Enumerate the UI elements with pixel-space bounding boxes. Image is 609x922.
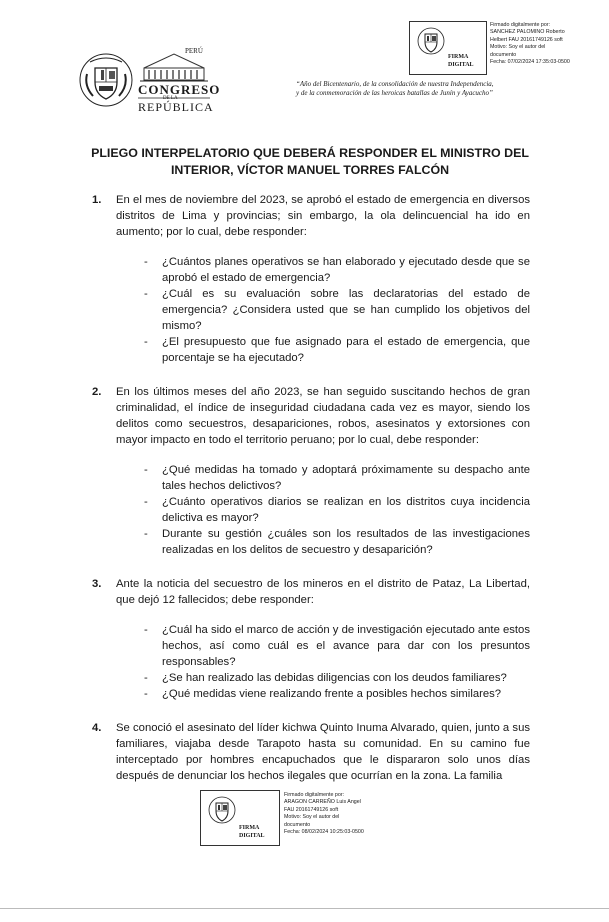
sub-question: - ¿Cuántos planes operativos se han elaborado y ejecutado desde que se aprobó el estado de emergencia? bbox=[144, 256, 530, 284]
question-number: 1. bbox=[92, 194, 102, 206]
question-item bbox=[92, 384, 530, 558]
signature-line: Motivo: Soy el autor del bbox=[490, 44, 546, 51]
signature-line: SANCHEZ PALOMINO Roberto bbox=[490, 29, 565, 36]
signature-crest-icon bbox=[416, 26, 446, 56]
year-motto-line: “Año del Bicentenario, de la consolidación de nuestra Independencia, bbox=[296, 80, 494, 88]
question-number: 3. bbox=[92, 578, 102, 590]
question-item bbox=[92, 576, 530, 702]
year-motto bbox=[296, 80, 596, 98]
sub-question: - ¿Cuánto operativos diarios se realizan en los distritos cuya incidencia delictiva es mayor? bbox=[144, 496, 530, 524]
sub-question: - ¿Se han realizado las debidas diligencias con los deudos familiares? bbox=[144, 672, 507, 684]
sub-question: - Durante su gestión ¿cuáles son los resultados de las investigaciones realizadas en los delitos de secuestro y desaparición? bbox=[144, 528, 530, 556]
signature-line: documento bbox=[490, 51, 517, 58]
signature-line: Fecha: 08/02/2024 10:25:03-0500 bbox=[284, 829, 364, 836]
question-item bbox=[92, 720, 530, 784]
signature-line: Firmado digitalmente por: bbox=[490, 22, 551, 28]
sub-question: - ¿Cuál ha sido el marco de acción y de investigación ejecutado ante estos hechos, así como cuál es el avance para dar con los presuntos responsables? bbox=[144, 624, 530, 668]
signature-line: documento bbox=[284, 821, 311, 828]
document-title bbox=[70, 145, 550, 179]
sub-question: - ¿El presupuesto que fue asignado para el estado de emergencia, que porcentaje se ha ejecutado? bbox=[144, 336, 530, 364]
signature-stamp-label-1: FIRMA bbox=[448, 54, 469, 60]
question-text: Ante la noticia del secuestro de los mineros en el distrito de Pataz, La Libertad, que dejó 12 fallecidos; debe responder: bbox=[116, 578, 530, 606]
signature-details-bottom bbox=[284, 792, 364, 836]
signature-line: Helbert FAU 20161749126 soft bbox=[490, 36, 563, 43]
document-title-line1: PLIEGO INTERPELATORIO QUE DEBERÁ RESPONDER EL MINISTRO DEL bbox=[91, 146, 529, 160]
signature-crest-icon bbox=[207, 795, 237, 825]
digital-signature-stamp-top bbox=[409, 21, 487, 75]
question-subitems bbox=[116, 254, 530, 366]
year-motto-line: y de la conmemoración de las heroicas batallas de Junín y Ayacucho” bbox=[296, 89, 493, 97]
question-text: En los últimos meses del año 2023, se han seguido suscitando hechos de gran criminalidad, el índice de inseguridad ciudadana cada vez es mayor, siendo los delitos como secuestros, desapariciones, robos, asesinatos y extorsiones con mayor impacto en todo el territorio peruano; por lo cual, debe responder: bbox=[116, 386, 530, 446]
country-label: PERÚ bbox=[185, 47, 203, 55]
question-item bbox=[92, 192, 530, 366]
digital-signature-stamp-bottom bbox=[200, 790, 280, 846]
sub-question: - ¿Qué medidas ha tomado y adoptará próximamente su despacho ante tales hechos delictivos? bbox=[144, 464, 530, 492]
question-number: 2. bbox=[92, 386, 102, 398]
sub-question: - ¿Cuál es su evaluación sobre las declaratorias del estado de emergencia? ¿Considera usted que se han cumplido los objetivos del mismo? bbox=[144, 288, 530, 332]
congress-name-line2: REPÚBLICA bbox=[138, 100, 214, 114]
page-bottom-divider bbox=[0, 908, 609, 909]
question-subitems bbox=[116, 622, 530, 702]
republica-del-peru-crest-icon bbox=[78, 52, 134, 108]
signature-details-top bbox=[490, 22, 570, 66]
signature-line: Motivo: Soy el autor del bbox=[284, 814, 340, 821]
congress-name-small: DE LA bbox=[163, 96, 178, 101]
signature-line: ARAGON CARREÑO Luis Angel bbox=[284, 799, 361, 806]
signature-line: Fecha: 07/02/2024 17:35:03-0500 bbox=[490, 59, 570, 66]
sub-question: - ¿Qué medidas viene realizando frente a posibles hechos similares? bbox=[144, 688, 502, 700]
signature-stamp-label-1: FIRMA bbox=[239, 825, 260, 831]
signature-stamp-label-2: DIGITAL bbox=[239, 833, 265, 839]
signature-line: FAU 20161749126 soft bbox=[284, 806, 339, 813]
signature-line: Firmado digitalmente por: bbox=[284, 792, 345, 798]
question-subitems bbox=[116, 462, 530, 558]
question-text: En el mes de noviembre del 2023, se aprobó el estado de emergencia en diversos distritos de Lima y provincias; sin embargo, la ola delincuencial ha ido en aumento; por lo cual, debe responder: bbox=[116, 194, 530, 238]
questions-list bbox=[92, 192, 530, 800]
question-text: Se conoció el asesinato del líder kichwa Quinto Inuma Alvarado, quien, junto a sus familiares, viajaba desde Tarapoto hasta su comunidad. En su camino fue interceptado por hombres encapuchados que le dispararon solo unos días después de denunciar los hechos ilegales que ocurrían en la zona. La familia bbox=[116, 722, 530, 782]
congress-name-line1: CONGRESO bbox=[138, 82, 221, 97]
document-title-line2: INTERIOR, VÍCTOR MANUEL TORRES FALCÓN bbox=[170, 163, 450, 177]
signature-stamp-label-2: DIGITAL bbox=[448, 62, 474, 68]
question-number: 4. bbox=[92, 722, 102, 734]
